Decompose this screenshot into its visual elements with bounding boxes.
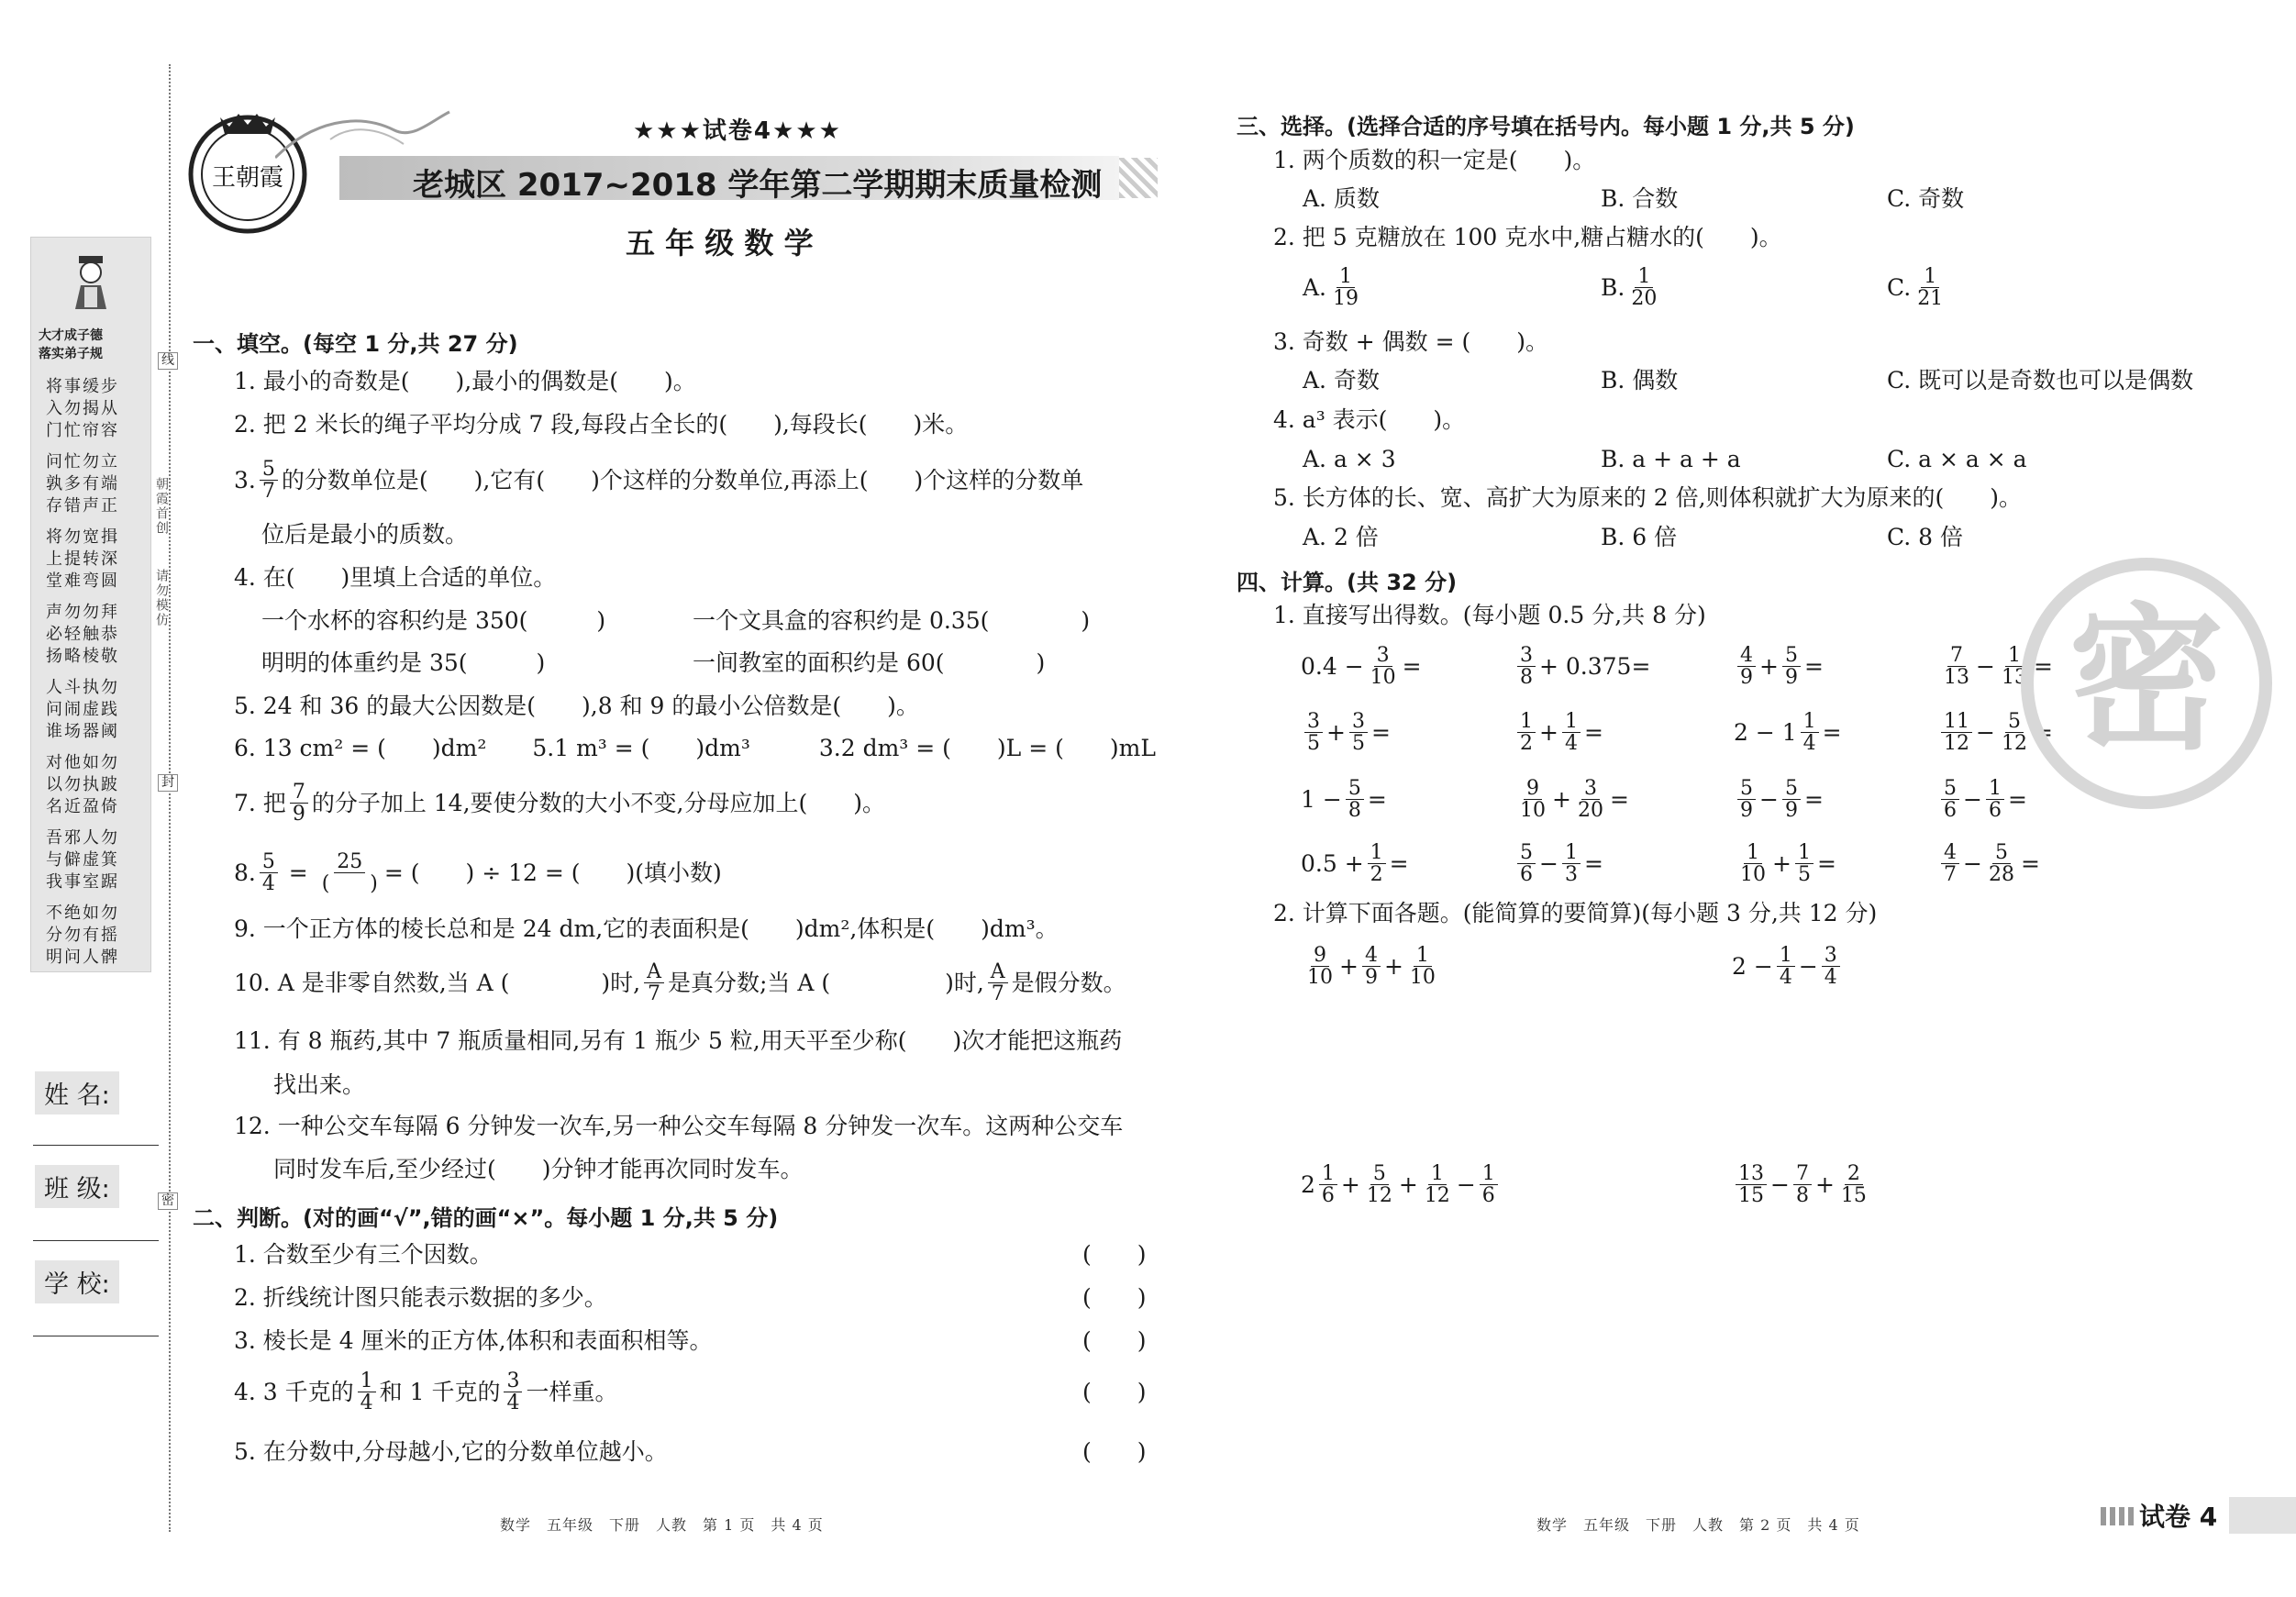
fraction: $\frac{A}{7}$	[988, 961, 1008, 1004]
page-title: 老城区 2017~2018 学年第二学期期末质量检测	[413, 167, 1103, 204]
poem-line: 入勿揭从	[46, 399, 119, 418]
choice-1-a: A. 质数	[1303, 185, 1380, 212]
poem-line: 存错声正	[46, 496, 119, 516]
title-band-pattern	[1119, 158, 1158, 198]
class-label: 班 级:	[35, 1165, 119, 1208]
fraction: $\frac{25}{( )}$	[321, 850, 378, 896]
footer-tag-pattern	[2101, 1507, 2137, 1525]
section2-heading: 二、判断。(对的画“√”,错的画“×”。每小题 1 分,共 5 分)	[193, 1205, 779, 1231]
section4-heading: 四、计算。(共 32 分)	[1237, 570, 1458, 595]
poem-line: 我事室踞	[46, 872, 119, 892]
q1-7	[234, 782, 885, 825]
footer-tag: 试卷 4	[2139, 1502, 2218, 1532]
q1-1: 1. 最小的奇数是( ),最小的偶数是( )。	[234, 368, 696, 394]
q1-10	[234, 961, 1126, 1004]
choice-4-b: B. a + a + a	[1601, 446, 1741, 472]
q1-12-cont: 同时发车后,至少经过( )分钟才能再次同时发车。	[273, 1156, 804, 1182]
q1-6: 6. 13 cm² = ( )dm² 5.1 m³ = ( )dm³ 3.2 dm³ = ( )L = ( )mL	[234, 735, 1156, 761]
poem-line: 将勿宽揖	[46, 527, 119, 547]
choice-4-a: A. a × 3	[1303, 446, 1396, 472]
q1-12: 12. 一种公交车每隔 6 分钟发一次车,另一种公交车每隔 8 分钟发一次车。这两种公交车	[234, 1113, 1124, 1139]
calc-problem: 2 $\frac{1}{6}$ + $\frac{5}{12}$ + $\frac{1}{12}$ − $\frac{1}{6}$	[1301, 1163, 1502, 1206]
calc-item: $\frac{3}{5}$ + $\frac{3}{5}$ =	[1301, 711, 1391, 754]
calc-problem: $\frac{13}{15}$ − $\frac{7}{8}$ + $\frac{2}{15}$	[1732, 1163, 1873, 1206]
q1-3-cont: 位后是最小的质数。	[261, 521, 469, 548]
fraction: $\frac{1}{20}$	[1631, 265, 1658, 311]
choice-3: 3. 奇数 + 偶数 = ( )。	[1273, 328, 1548, 355]
answer-bracket[interactable]: ( )	[1082, 1438, 1147, 1465]
q1-7-text: 的分子加上 14,要使分数的大小不变,分母应加上( )。	[311, 790, 885, 817]
poem-line: 问闹虚践	[46, 700, 119, 719]
choice-3-b: B. 偶数	[1601, 367, 1679, 394]
q1-4: 4. 在( )里填上合适的单位。	[234, 564, 557, 591]
calc-item: $\frac{5}{6}$ − $\frac{1}{3}$ =	[1514, 842, 1603, 885]
judge-2: 2. 折线统计图只能表示数据的多少。	[234, 1284, 607, 1311]
poem-line: 与僻虚箕	[46, 850, 119, 870]
q1-11: 11. 有 8 瓶药,其中 7 瓶质量相同,另有 1 瓶少 5 粒,用天平至少称( )次才能把这瓶药	[234, 1027, 1123, 1054]
fraction: $\frac{3}{4}$	[504, 1370, 522, 1414]
side-mark-seal: 封	[158, 774, 178, 792]
fraction: $\frac{5}{4}$	[260, 851, 278, 894]
binding-line	[169, 64, 171, 1532]
judge-4	[234, 1370, 617, 1414]
fraction: $\frac{1}{19}$	[1333, 265, 1359, 311]
q1-8: 8. $\frac{5}{4}$ = $\frac{25}{( )}$ = ( ) ÷ 12 = ( )(填小数)	[234, 850, 722, 896]
judge-1: 1. 合数至少有三个因数。	[234, 1241, 493, 1268]
calc-item: $\frac{3}{8}$ + 0.375 =	[1514, 645, 1650, 688]
side-mark-secret: 密	[158, 1192, 178, 1210]
choice-1-c: C. 奇数	[1887, 185, 1965, 212]
poem-line: 对他如勿	[46, 753, 119, 772]
fraction: $\frac{1}{4}$	[358, 1370, 376, 1414]
choice-2-c: C. $\frac{1}{21}$	[1887, 266, 1949, 309]
poem-line: 分勿有摇	[46, 926, 119, 945]
choice-4-c: C. a × a × a	[1887, 446, 2027, 472]
calc-item: 2 − 1 $\frac{1}{4}$ =	[1734, 710, 1842, 756]
footer-tag-band	[2229, 1497, 2296, 1534]
poem-line: 必轻触恭	[46, 625, 119, 644]
calc-sub1: 1. 直接写出得数。(每小题 0.5 分,共 8 分)	[1273, 602, 1706, 628]
fraction: $\frac{5}{7}$	[260, 459, 278, 502]
calc-problem: $\frac{9}{10}$ + $\frac{4}{9}$ + $\frac{1}{10}$	[1307, 944, 1436, 990]
name-label: 姓 名:	[35, 1071, 119, 1115]
poem-line: 声勿勿拜	[46, 603, 119, 622]
section3-heading: 三、选择。(选择合适的序号填在括号内。每小题 1 分,共 5 分)	[1237, 114, 1855, 139]
class-field[interactable]	[33, 1240, 159, 1241]
fraction: $\frac{A}{7}$	[644, 961, 664, 1004]
choice-2-a: A. $\frac{1}{19}$	[1303, 266, 1365, 309]
q1-4c: 明明的体重约是 35( )	[261, 649, 546, 676]
choice-5: 5. 长方体的长、宽、高扩大为原来的 2 倍,则体积就扩大为原来的( )。	[1273, 484, 2023, 511]
answer-bracket[interactable]: ( )	[1082, 1379, 1147, 1405]
poem-line: 孰多有端	[46, 474, 119, 494]
poem-line: 明问人髀	[46, 948, 119, 967]
calc-item: $\frac{7}{13}$ − $\frac{1}{13}$ =	[1944, 644, 2053, 690]
choice-3-a: A. 奇数	[1303, 367, 1380, 394]
q1-8-prefix: 8.	[234, 859, 256, 887]
q1-3-text: 的分数单位是( ),它有( )个这样的分数单位,再添上( )个这样的分数单	[281, 467, 1084, 494]
q1-11-cont: 找出来。	[273, 1071, 366, 1098]
answer-bracket[interactable]: ( )	[1082, 1284, 1147, 1311]
choice-5-a: A. 2 倍	[1303, 524, 1379, 550]
svg-text:密: 密	[2068, 590, 2225, 771]
choice-4: 4. a³ 表示( )。	[1273, 406, 1466, 433]
choice-1-b: B. 合数	[1601, 185, 1679, 212]
q1-4d: 一间教室的面积约是 60( )	[693, 649, 1046, 676]
poem-line: 以勿执跛	[46, 775, 119, 794]
calc-sub2: 2. 计算下面各题。(能简算的要简算)(每小题 3 分,共 12 分)	[1273, 900, 1878, 926]
q1-8-text: = ( ) ÷ 12 = ( )(填小数)	[383, 859, 722, 887]
q1-10-b: 是真分数;当 A ( )时,	[667, 970, 984, 997]
q1-9: 9. 一个正方体的棱长总和是 24 dm,它的表面积是( )dm²,体积是( )dm³。	[234, 915, 1059, 942]
calc-item: 0.4 − $\frac{3}{10}$ =	[1301, 644, 1422, 690]
calc-item: $\frac{5}{6}$ − $\frac{1}{6}$ =	[1937, 778, 2027, 821]
calc-item: $\frac{11}{12}$ − $\frac{5}{12}$ =	[1937, 711, 2053, 754]
poem-line: 问忙勿立	[46, 452, 119, 471]
scholar-mascot-icon	[68, 254, 114, 318]
calc-item: $\frac{1}{2}$ + $\frac{1}{4}$ =	[1514, 711, 1603, 754]
calc-item: $\frac{4}{9}$ + $\frac{5}{9}$ =	[1734, 645, 1824, 688]
answer-bracket[interactable]: ( )	[1082, 1241, 1147, 1268]
calc-item: $\frac{5}{9}$ − $\frac{5}{9}$ =	[1734, 778, 1824, 821]
q1-10-a: 10. A 是非零自然数,当 A ( )时,	[234, 970, 641, 997]
school-label: 学 校:	[35, 1260, 119, 1303]
poem-line: 堂难弯圆	[46, 571, 119, 591]
judge-4-b: 和 1 千克的	[379, 1379, 501, 1406]
judge-4-a: 4. 3 千克的	[234, 1379, 354, 1406]
q1-4a: 一个水杯的容积约是 350( )	[261, 607, 606, 634]
fraction: $\frac{1}{21}$	[1917, 265, 1944, 311]
judge-5: 5. 在分数中,分母越小,它的分数单位越小。	[234, 1438, 668, 1465]
footer-left: 数学 五年级 下册 人教 第 1 页 共 4 页	[500, 1516, 824, 1534]
calc-item: $\frac{4}{7}$ − $\frac{5}{28}$ =	[1937, 842, 2040, 885]
poem-line: 上提转深	[46, 549, 119, 569]
calc-item: 1 − $\frac{5}{8}$ =	[1301, 777, 1387, 823]
poem-line: 不绝如勿	[46, 904, 119, 923]
choice-3-c: C. 既可以是奇数也可以是偶数	[1887, 367, 2194, 394]
page-subtitle: 五 年 级 数 学	[626, 226, 814, 261]
judge-4-c: 一样重。	[526, 1379, 618, 1406]
calc-item: $\frac{1}{10}$ + $\frac{1}{5}$ =	[1740, 841, 1836, 887]
poem-line: 门忙帘容	[46, 421, 119, 440]
series-tag: ★★★试卷4★★★	[633, 117, 842, 145]
q1-7-prefix: 7. 把	[234, 790, 286, 817]
choice-2-b: B. $\frac{1}{20}$	[1601, 266, 1663, 309]
poem-line: 将事缓步	[46, 377, 119, 396]
footer-right: 数学 五年级 下册 人教 第 2 页 共 4 页	[1536, 1516, 1860, 1534]
side-text-original: 朝霞首创	[154, 477, 169, 536]
poem-line: 谁场器阈	[46, 722, 119, 741]
side-text-no-copy: 请勿模仿	[154, 569, 169, 627]
section1-heading: 一、填空。(每空 1 分,共 27 分)	[193, 331, 518, 357]
q1-3-prefix: 3.	[234, 467, 256, 494]
name-field[interactable]	[33, 1145, 159, 1146]
choice-2: 2. 把 5 克糖放在 100 克水中,糖占糖水的( )。	[1273, 224, 1782, 250]
poem-line: 扬略棱敬	[46, 647, 119, 666]
calc-problem: 2 − $\frac{1}{4}$ − $\frac{3}{4}$	[1732, 945, 1844, 988]
q1-4b: 一个文具盒的容积约是 0.35( )	[693, 607, 1091, 634]
calc-item: 0.5 + $\frac{1}{2}$ =	[1301, 841, 1409, 887]
q1-5: 5. 24 和 36 的最大公因数是( ),8 和 9 的最小公倍数是( )。	[234, 693, 919, 719]
q1-3	[234, 459, 1083, 502]
choice-5-c: C. 8 倍	[1887, 524, 1963, 550]
svg-text:王朝霞: 王朝霞	[211, 164, 284, 192]
poem-line: 名近盈倚	[46, 797, 119, 816]
answer-bracket[interactable]: ( )	[1082, 1327, 1147, 1354]
side-mark-line: 线	[158, 352, 178, 370]
fraction: $\frac{7}{9}$	[290, 782, 308, 825]
q1-10-c: 是假分数。	[1011, 970, 1126, 997]
secret-stamp	[2013, 550, 2279, 816]
calc-item: $\frac{9}{10}$ + $\frac{3}{20}$ =	[1520, 777, 1629, 823]
q1-2: 2. 把 2 米长的绳子平均分成 7 段,每段占全长的( ),每段长( )米。	[234, 411, 969, 438]
poem-line: 吾邪人勿	[46, 828, 119, 848]
motto-line-2: 落实弟子规	[39, 347, 103, 361]
choice-5-b: B. 6 倍	[1601, 524, 1678, 550]
choice-1: 1. 两个质数的积一定是( )。	[1273, 147, 1596, 173]
motto-line-1: 大才成子德	[39, 328, 103, 343]
poem-line: 人斗执勿	[46, 678, 119, 697]
judge-3: 3. 棱长是 4 厘米的正方体,体积和表面积相等。	[234, 1327, 713, 1354]
